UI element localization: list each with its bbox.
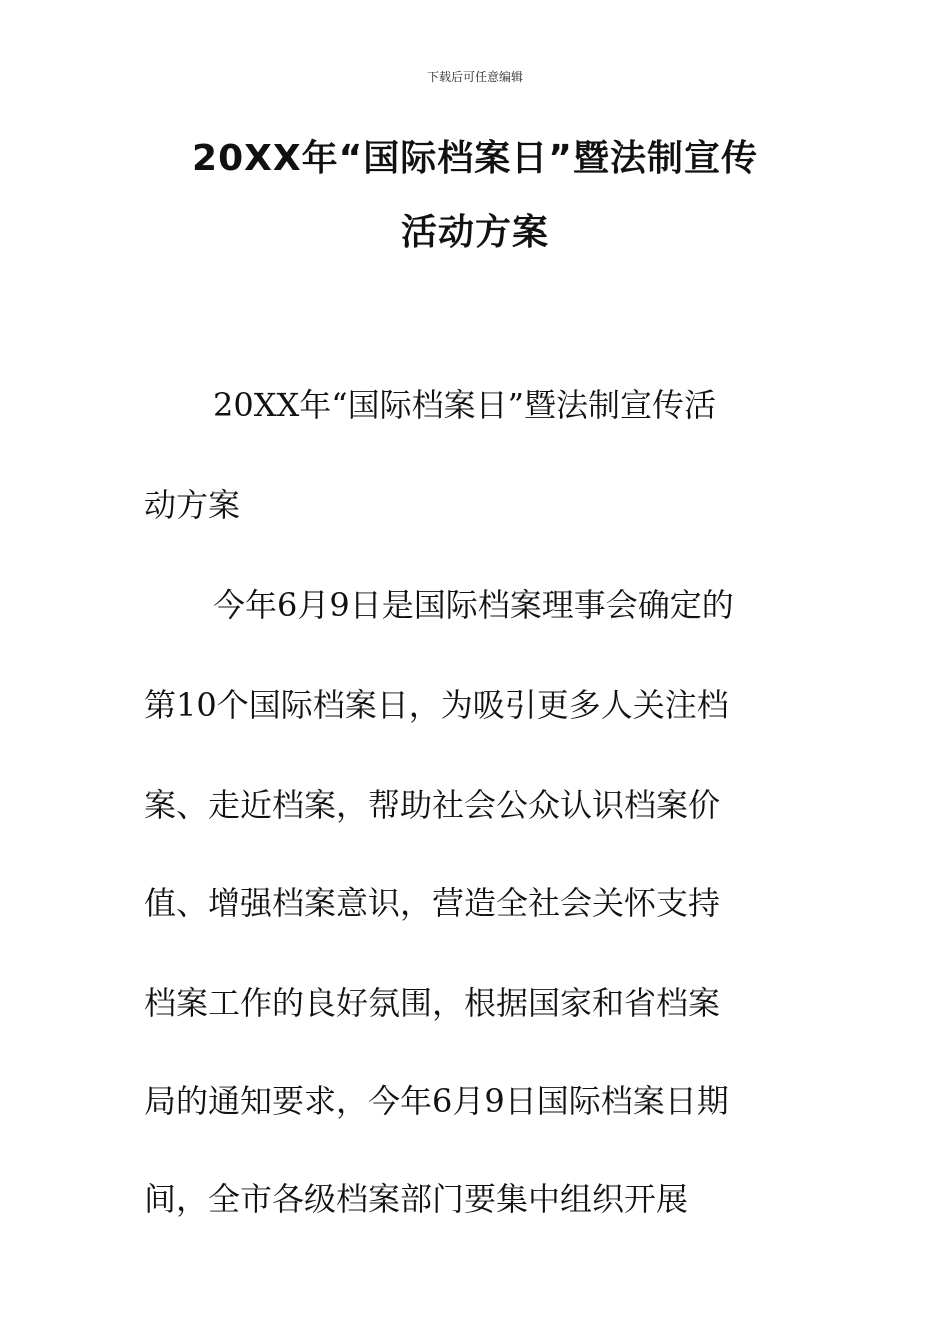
paragraph-1-line-1: 20XX年“国际档案日”暨法制宣传活 [213,386,717,424]
paragraph-2-line-3: 案、走近档案，帮助社会公众认识档案价 [144,786,721,824]
document-title-line-2: 活动方案 [400,212,549,253]
paragraph-2-line-6: 局的通知要求，今年6月9日国际档案日期 [144,1082,729,1120]
paragraph-2-line-7: 间，全市各级档案部门要集中组织开展 [144,1180,689,1218]
document-title-line-1: 20XX年“国际档案日”暨法制宣传 [192,138,758,179]
paragraph-2-line-2: 第10个国际档案日，为吸引更多人关注档 [144,686,729,724]
header-note: 下载后可任意编辑 [426,70,523,84]
paragraph-2-line-5: 档案工作的良好氛围，根据国家和省档案 [144,984,721,1022]
paragraph-2-line-4: 值、增强档案意识，营造全社会关怀支持 [144,884,721,922]
paragraph-2-line-1: 今年6月9日是国际档案理事会确定的 [213,586,734,624]
paragraph-1-line-2: 动方案 [144,486,241,524]
